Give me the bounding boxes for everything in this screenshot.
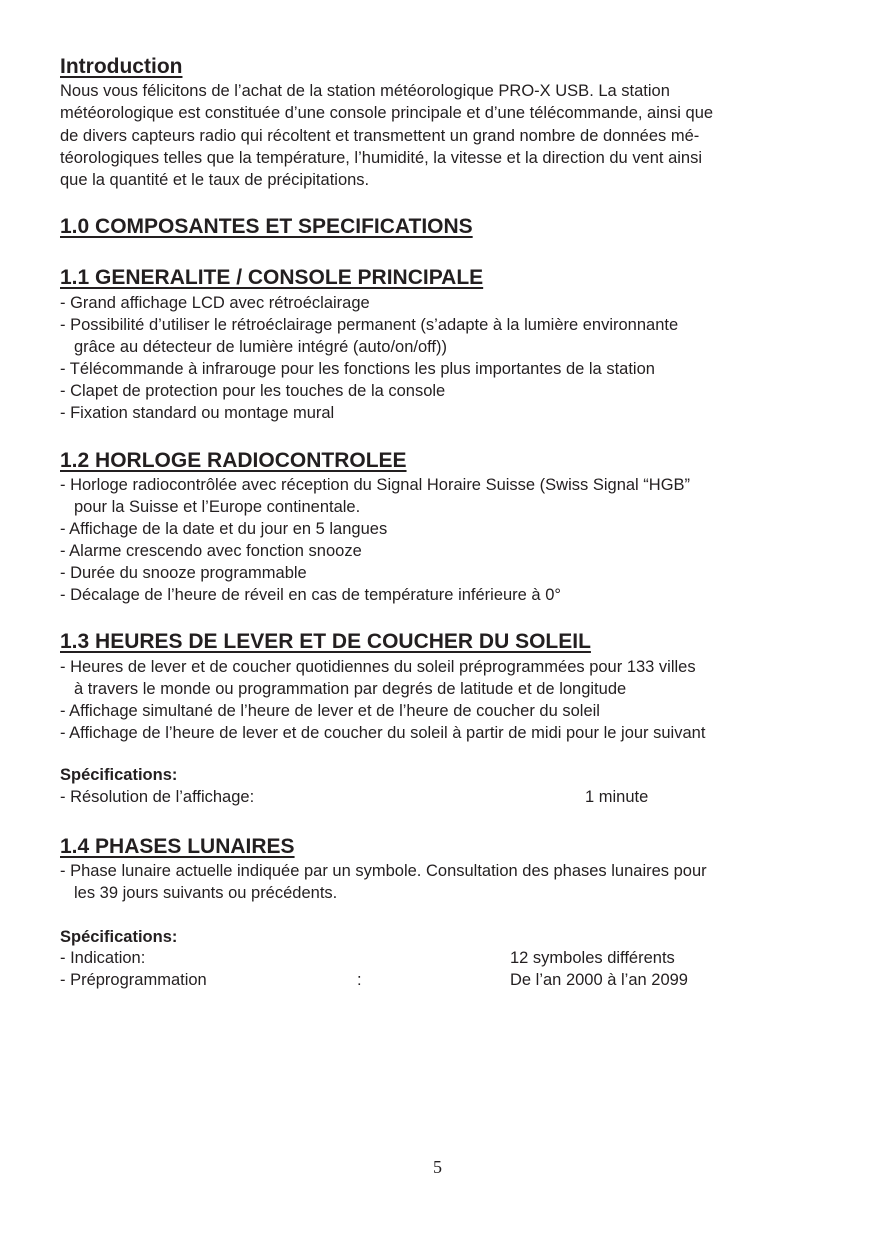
section-1-0-heading: 1.0 COMPOSANTES ET SPECIFICATIONS (60, 215, 473, 238)
list-item: - Affichage de la date et du jour en 5 langues (60, 520, 388, 538)
list-item: - Télécommande à infrarouge pour les fonctions les plus importantes de la station (60, 360, 655, 378)
list-item: - Affichage de l’heure de lever et de coucher du soleil à partir de midi pour le jour suivant (60, 724, 706, 742)
section-1-1-heading: 1.1 GENERALITE / CONSOLE PRINCIPALE (60, 266, 484, 289)
list-item-continuation: grâce au détecteur de lumière intégré (auto/on/off)) (74, 338, 447, 356)
specifications-heading: Spécifications: (60, 928, 178, 946)
list-item: - Horloge radiocontrôlée avec réception du Signal Horaire Suisse (Swiss Signal “HGB” (60, 476, 691, 494)
list-item-continuation: les 39 jours suivants ou précédents. (74, 884, 338, 902)
section-1-3-list (60, 656, 840, 744)
list-item: - Durée du snooze programmable (60, 564, 307, 582)
paragraph-line: que la quantité et le taux de précipitations. (60, 171, 370, 190)
list-item: - Possibilité d’utiliser le rétroéclairage permanent (s’adapte à la lumière environnante (60, 316, 679, 334)
list-item: - Grand affichage LCD avec rétroéclairage (60, 294, 370, 312)
paragraph-line: Nous vous félicitons de l’achat de la station météorologique PRO-X USB. La station (60, 82, 670, 100)
section-1-4-list (60, 860, 840, 904)
spec-value: De l’an 2000 à l’an 2099 (510, 971, 688, 989)
spec-value: 12 symboles différents (510, 949, 675, 967)
list-item: - Alarme crescendo avec fonction snooze (60, 542, 362, 560)
paragraph-line: météorologique est constituée d’une console principale et d’une télécommande, ainsi que (60, 104, 714, 123)
page-number: 5 (433, 1157, 442, 1177)
list-item: - Phase lunaire actuelle indiquée par un symbole. Consultation des phases lunaires pour (60, 862, 707, 880)
list-item: - Décalage de l’heure de réveil en cas de température inférieure à 0° (60, 586, 561, 604)
list-item: - Heures de lever et de coucher quotidiennes du soleil préprogrammées pour 133 villes (60, 658, 696, 676)
list-item: - Affichage simultané de l’heure de lever et de l’heure de coucher du soleil (60, 702, 600, 720)
paragraph-line: téorologiques telles que la température, l’humidité, la vitesse et la direction du vent ainsi (60, 148, 703, 167)
section-1-3-heading: 1.3 HEURES DE LEVER ET DE COUCHER DU SOLEIL (60, 630, 591, 653)
paragraph-line: de divers capteurs radio qui récoltent et transmettent un grand nombre de données mé- (60, 126, 700, 145)
list-item: - Fixation standard ou montage mural (60, 404, 335, 422)
list-item-continuation: à travers le monde ou programmation par degrés de latitude et de longitude (74, 680, 627, 698)
spec-value: 1 minute (585, 788, 649, 806)
specifications-heading: Spécifications: (60, 766, 178, 784)
section-1-2-heading: 1.2 HORLOGE RADIOCONTROLEE (60, 449, 407, 472)
introduction-paragraph (60, 80, 820, 191)
spec-label: - Indication: (60, 949, 146, 967)
spec-label: - Préprogrammation (60, 971, 207, 989)
section-1-1-list (60, 292, 840, 424)
spec-label: - Résolution de l’affichage: (60, 788, 255, 806)
section-1-4-heading: 1.4 PHASES LUNAIRES (60, 835, 295, 858)
list-item-continuation: pour la Suisse et l’Europe continentale. (74, 498, 361, 516)
introduction-heading: Introduction (60, 55, 183, 78)
spec-separator: : (357, 971, 362, 989)
list-item: - Clapet de protection pour les touches de la console (60, 382, 446, 400)
section-1-2-list (60, 474, 840, 606)
